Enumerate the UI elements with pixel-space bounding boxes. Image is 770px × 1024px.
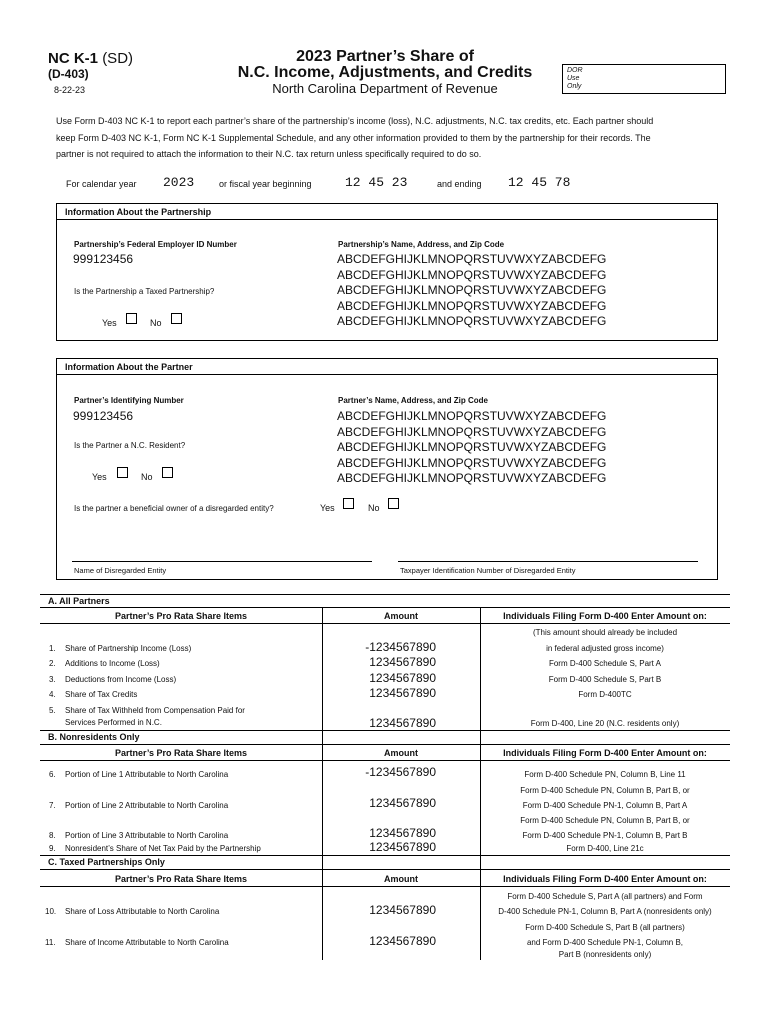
- line7-enter-1: Form D-400 Schedule PN, Column B, Part B, or: [520, 786, 690, 795]
- disregarded-tin-label: Taxpayer Identification Number of Disregarded Entity: [400, 566, 576, 575]
- dor-use-only-label: DOR Use Only: [567, 67, 583, 90]
- line11-amount[interactable]: 1234567890: [369, 934, 436, 948]
- line2-enter: Form D-400 Schedule S, Part A: [548, 659, 662, 668]
- disregarded-name-label: Name of Disregarded Entity: [74, 566, 167, 575]
- ending-label: and ending: [437, 179, 482, 189]
- section-c-title: C. Taxed Partnerships Only: [48, 857, 165, 867]
- line7-amount[interactable]: 1234567890: [369, 796, 436, 810]
- line9-enter: Form D-400, Line 21c: [566, 844, 644, 853]
- line2-num: 2.: [49, 659, 56, 668]
- instructions-line3: partner is not required to attach the information to their N.C. tax return unless specifically required to do so.: [56, 149, 482, 159]
- section-a-col-items: Partner’s Pro Rata Share Items: [114, 611, 248, 621]
- resident-yes-checkbox[interactable]: [117, 467, 128, 478]
- disregarded-tin-line[interactable]: [398, 561, 698, 562]
- partnership-name-label: Partnership’s Name, Address, and Zip Code: [338, 240, 505, 249]
- section-a-col-enter: Individuals Filing Form D-400 Enter Amount on:: [503, 611, 707, 621]
- line4-enter: Form D-400TC: [578, 690, 632, 699]
- line9-amount[interactable]: 1234567890: [369, 840, 436, 854]
- line8-enter-1: Form D-400 Schedule PN, Column B, Part B, or: [520, 816, 690, 825]
- line11-enter-2: and Form D-400 Schedule PN-1, Column B,: [526, 938, 684, 947]
- section-b-title: B. Nonresidents Only: [48, 732, 140, 742]
- section-a-note-line2: in federal adjusted gross income): [546, 644, 664, 653]
- dor-use-only-box: [562, 64, 726, 94]
- line3-label: Deductions from Income (Loss): [65, 675, 177, 684]
- instructions-line1: Use Form D-403 NC K-1 to report each partner’s share of the partnership’s income (loss), N.C. adjustments, N.C. tax credits, etc. Each partner should: [56, 116, 654, 126]
- line11-label: Share of Income Attributable to North Carolina: [65, 938, 229, 947]
- line5-label-1: Share of Tax Withheld from Compensation Paid for: [65, 706, 245, 715]
- partnership-section-title: Information About the Partnership: [65, 207, 212, 217]
- fein-label: Partnership’s Federal Employer ID Number: [74, 240, 237, 249]
- line9-num: 9.: [49, 844, 56, 853]
- form-number: (D-403): [48, 67, 89, 81]
- table-top-rule: [40, 594, 730, 595]
- line7-num: 7.: [49, 801, 56, 810]
- line6-amount[interactable]: -1234567890: [365, 765, 436, 779]
- taxed-no-checkbox[interactable]: [171, 313, 182, 324]
- line7-enter-2: Form D-400 Schedule PN-1, Column B, Part A: [522, 801, 688, 810]
- disregarded-yes-label: Yes: [320, 503, 335, 513]
- fiscal-begin-field[interactable]: 12 45 23: [345, 175, 408, 190]
- title-line1: 2023 Partner’s Share of: [296, 48, 474, 65]
- line6-label: Portion of Line 1 Attributable to North Carolina: [65, 770, 229, 779]
- disregarded-yes-checkbox[interactable]: [343, 498, 354, 509]
- line4-num: 4.: [49, 690, 56, 699]
- disregarded-question: Is the partner a beneficial owner of a disregarded entity?: [74, 504, 274, 513]
- line5-num: 5.: [49, 706, 56, 715]
- section-b-col-items: Partner’s Pro Rata Share Items: [114, 748, 248, 758]
- partner-name-field[interactable]: ABCDEFGHIJKLMNOPQRSTUVWXYZABCDEFG ABCDEFGHIJKLMNOPQRSTUVWXYZABCDEFG ABCDEFGHIJKLMNOPQRSTUVWXYZABCDEFG ABCDEFGHIJKLMNOPQRSTUVWXYZABCDEFG ABCDEFGHIJKLMNOPQRSTUVWXYZABCDEFG: [337, 409, 607, 485]
- line4-amount[interactable]: 1234567890: [369, 686, 436, 700]
- line1-num: 1.: [49, 644, 56, 653]
- taxed-partnership-question: Is the Partnership a Taxed Partnership?: [74, 287, 215, 296]
- disregarded-name-line[interactable]: [72, 561, 372, 562]
- disregarded-no-label: No: [368, 503, 380, 513]
- title-line2: N.C. Income, Adjustments, and Credits: [237, 64, 533, 81]
- line1-amount[interactable]: -1234567890: [365, 640, 436, 654]
- line6-enter: Form D-400 Schedule PN, Column B, Line 11: [524, 770, 686, 779]
- resident-yes-label: Yes: [92, 472, 107, 482]
- fiscal-year-label: or fiscal year beginning: [219, 179, 312, 189]
- resident-no-label: No: [141, 472, 153, 482]
- form-variant: (SD): [102, 50, 134, 67]
- line7-label: Portion of Line 2 Attributable to North Carolina: [65, 801, 229, 810]
- section-c-col-amount: Amount: [384, 874, 418, 884]
- partner-id-label: Partner’s Identifying Number: [74, 396, 184, 405]
- department-name: North Carolina Department of Revenue: [272, 81, 498, 96]
- form-code: NC K-1 (SD): [48, 50, 134, 67]
- line10-num: 10.: [45, 907, 57, 916]
- line10-enter-2: D-400 Schedule PN-1, Column B, Part A (nonresidents only): [498, 907, 712, 916]
- section-b-col-amount: Amount: [384, 748, 418, 758]
- line5-enter: Form D-400, Line 20 (N.C. residents only): [530, 719, 680, 728]
- line11-num: 11.: [45, 938, 56, 947]
- line5-amount[interactable]: 1234567890: [369, 716, 436, 730]
- section-c-col-items: Partner’s Pro Rata Share Items: [114, 874, 248, 884]
- resident-question: Is the Partner a N.C. Resident?: [74, 441, 186, 450]
- line4-label: Share of Tax Credits: [65, 690, 138, 699]
- line8-amount[interactable]: 1234567890: [369, 826, 436, 840]
- partnership-name-field[interactable]: ABCDEFGHIJKLMNOPQRSTUVWXYZABCDEFG ABCDEFGHIJKLMNOPQRSTUVWXYZABCDEFG ABCDEFGHIJKLMNOPQRSTUVWXYZABCDEFG ABCDEFGHIJKLMNOPQRSTUVWXYZABCDEFG ABCDEFGHIJKLMNOPQRSTUVWXYZABCDEFG: [337, 252, 607, 328]
- form-date: 8-22-23: [54, 85, 86, 95]
- partner-name-label: Partner’s Name, Address, and Zip Code: [338, 396, 488, 405]
- taxed-yes-checkbox[interactable]: [126, 313, 137, 324]
- section-c-col-enter: Individuals Filing Form D-400 Enter Amount on:: [503, 874, 707, 884]
- line2-amount[interactable]: 1234567890: [369, 655, 436, 669]
- calendar-year-label: For calendar year: [66, 179, 137, 189]
- line8-enter-2: Form D-400 Schedule PN-1, Column B, Part B: [522, 831, 688, 840]
- section-a-note-line1: (This amount should already be included: [532, 628, 678, 637]
- line3-amount[interactable]: 1234567890: [369, 671, 436, 685]
- line11-enter-3: Part B (nonresidents only): [558, 950, 652, 959]
- taxed-yes-label: Yes: [102, 318, 117, 328]
- line5-label-2: Services Performed in N.C.: [65, 718, 162, 727]
- line2-label: Additions to Income (Loss): [65, 659, 160, 668]
- resident-no-checkbox[interactable]: [162, 467, 173, 478]
- line11-enter-1: Form D-400 Schedule S, Part B (all partners): [525, 923, 685, 932]
- partner-section-title: Information About the Partner: [65, 362, 193, 372]
- line9-label: Nonresident’s Share of Net Tax Paid by the Partnership: [65, 844, 261, 853]
- taxed-no-label: No: [150, 318, 162, 328]
- fein-field[interactable]: 999123456: [73, 252, 134, 266]
- line10-amount[interactable]: 1234567890: [369, 903, 436, 917]
- disregarded-no-checkbox[interactable]: [388, 498, 399, 509]
- line1-label: Share of Partnership Income (Loss): [65, 644, 192, 653]
- line3-num: 3.: [49, 675, 56, 684]
- line8-label: Portion of Line 3 Attributable to North Carolina: [65, 831, 229, 840]
- line10-enter-1: Form D-400 Schedule S, Part A (all partners) and Form: [507, 892, 703, 901]
- section-a-col-amount: Amount: [384, 611, 418, 621]
- section-a-title: A. All Partners: [48, 596, 110, 606]
- line8-num: 8.: [49, 831, 56, 840]
- section-b-col-enter: Individuals Filing Form D-400 Enter Amount on:: [503, 748, 707, 758]
- line3-enter: Form D-400 Schedule S, Part B: [548, 675, 662, 684]
- line10-label: Share of Loss Attributable to North Carolina: [65, 907, 220, 916]
- calendar-year-field[interactable]: 2023: [163, 175, 195, 190]
- instructions-line2: keep Form D-403 NC K-1, Form NC K-1 Supplemental Schedule, and any other information provided to them by the partnership for their records. The: [56, 133, 651, 143]
- fiscal-end-field[interactable]: 12 45 78: [508, 175, 571, 190]
- partner-id-field[interactable]: 999123456: [73, 409, 134, 423]
- line6-num: 6.: [49, 770, 56, 779]
